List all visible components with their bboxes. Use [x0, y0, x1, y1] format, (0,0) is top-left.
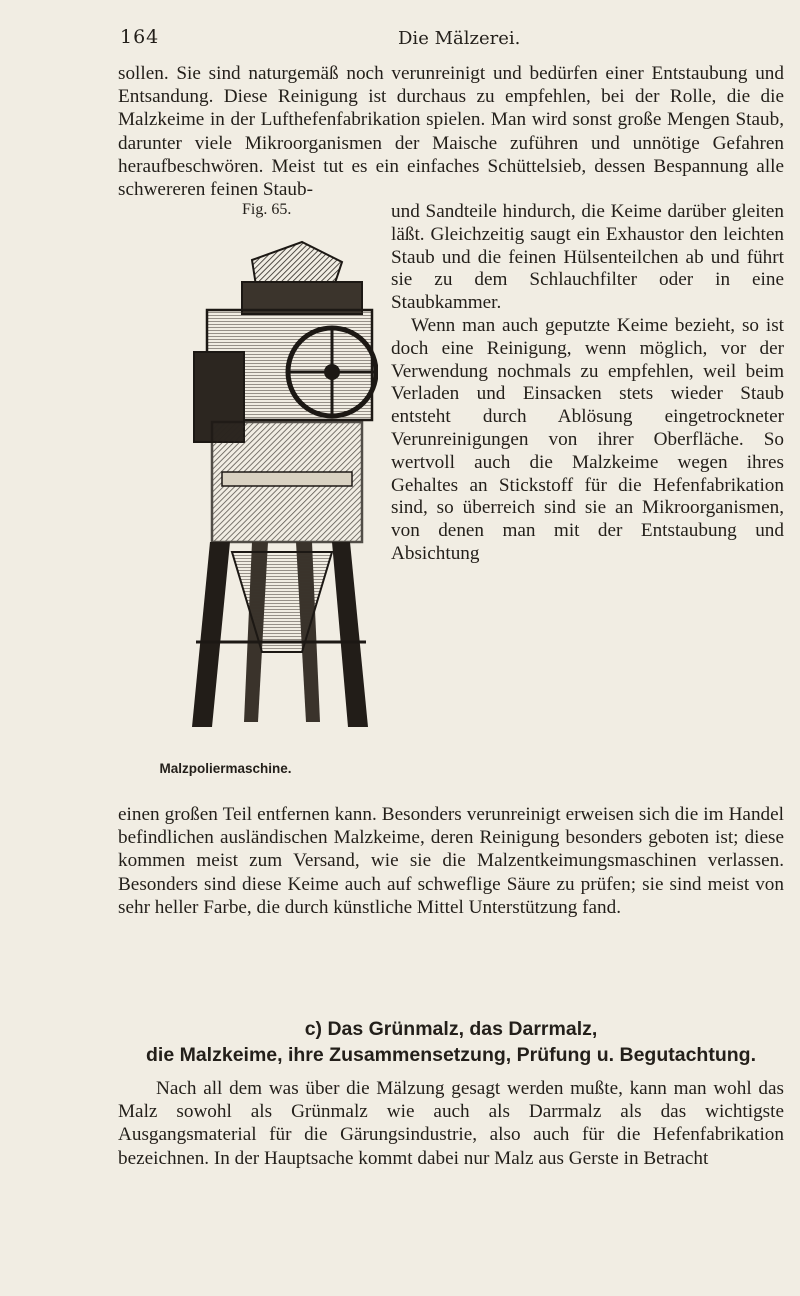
- page-header: [0, 26, 800, 56]
- figure-caption: Malzpoliermaschine.: [159, 761, 292, 776]
- paragraph-side-2: Wenn man auch geputzte Keime bezieht, so ist doch eine Reinigung, wenn möglich, vor der Verwendung nochmals zu empfehlen, weil beim Verladen und Einsacken stets wieder Staub entsteht durch Ablösung eingetrockneter Verunreinigungen von ihrer Oberfläche. So wertvoll auch die Malzkeime wegen ihres Gehaltes an Stickstoff für die Hefenfabrikation sind, so überreich sind sie an Mikroorganismen, von denen man mit der Entstaubung und Absichtung: [391, 314, 784, 564]
- side-column: [391, 201, 784, 566]
- section-heading: [118, 1016, 784, 1068]
- page-number: 164: [120, 26, 160, 48]
- section-heading-line-2: die Malzkeime, ihre Zusammensetzung, Prüfung u. Begutachtung.: [146, 1044, 756, 1066]
- paragraph-top: sollen. Sie sind naturgemäß noch verunreinigt und bedürfen einer Entstaubung und Entsandung. Diese Reinigung ist durchaus zu empfehlen, bei der Rolle, die die Malzkeime in der Lufthefenfabrikation spielen. Man wird sonst große Mengen Staub, darunter viele Mikroorganismen der Maische zuführen und unnötige Gefahren heraufbeschwören. Meist tut es ein einfaches Schüttelsieb, dessen Bespannung alle schwereren feinen Staub-: [118, 63, 784, 201]
- figure-number: Fig. 65.: [242, 201, 292, 218]
- running-title: Die Mälzerei.: [398, 28, 521, 49]
- section-heading-line-1: c) Das Grünmalz, das Darrmalz,: [304, 1018, 598, 1040]
- paragraph-last: Nach all dem was über die Mälzung gesagt werden mußte, kann man wohl das Malz sowohl als Grünmalz wie auch als Darrmalz als das wichtigste Ausgangsmaterial für die Gärungsindustrie, also auch für die Hefenfabrikation bezeichnen. In der Hauptsache kommt dabei nur Malz aus Gerste in Betracht: [118, 1078, 784, 1169]
- paragraph-side-1: und Sandteile hindurch, die Keime darüber gleiten läßt. Gleichzeitig saugt ein Exhaustor den leichten Staub und die feinen Hülsenteilchen ab und führt sie zu dem Schlauchfilter oder in eine Staubkammer.: [391, 201, 784, 314]
- machine-illustration: [182, 222, 378, 732]
- paragraph-bottom: einen großen Teil entfernen kann. Besonders verunreinigt erweisen sich die im Handel befindlichen ausländischen Malzkeime, deren Reinigung besonders geboten ist; diese kommen meist zum Versand, wie sie die Malzentkeimungsmaschinen verlassen. Besonders sind diese Keime auch auf schweflige Säure zu prüfen; sie sind meist von sehr heller Farbe, die durch künstliche Mittel Unterstützung fand.: [118, 804, 784, 918]
